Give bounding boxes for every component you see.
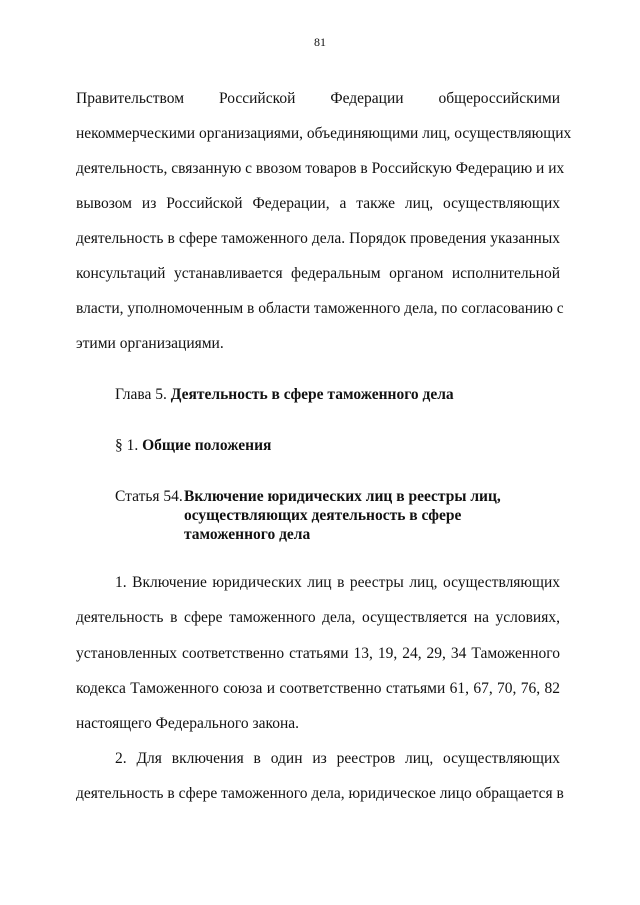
article-title-line: таможенного дела bbox=[184, 526, 311, 543]
text-line: 2. Для включения в один из реестров лиц, осуществляющих bbox=[115, 750, 560, 767]
article-title-line: осуществляющих деятельность в сфере bbox=[184, 507, 462, 524]
text-line: установленных соответственно статьями 13, 19, 24, 29, 34 Таможенного bbox=[76, 645, 560, 662]
text-line: вывозом из Российской Федерации, а также лиц, осуществляющих bbox=[76, 195, 560, 212]
page-number: 81 bbox=[314, 35, 326, 49]
text-line: деятельность в сфере таможенного дела, осуществляется на условиях, bbox=[76, 609, 560, 626]
text-line: некоммерческими организациями, объединяющими лиц, осуществляющих bbox=[76, 125, 572, 142]
text-line: этими организациями. bbox=[76, 335, 224, 352]
text-line: власти, уполномоченным в области таможенного дела, по согласованию с bbox=[76, 300, 564, 317]
text-line: деятельность, связанную с ввозом товаров в Российскую Федерацию и их bbox=[76, 160, 565, 177]
text-line: настоящего Федерального закона. bbox=[76, 715, 300, 732]
chapter-heading bbox=[115, 386, 454, 404]
article-prefix: Статья 54. bbox=[115, 488, 183, 505]
section-heading bbox=[115, 437, 271, 455]
article-title-line: Включение юридических лиц в реестры лиц, bbox=[184, 488, 501, 505]
chapter-title: Деятельность в сфере таможенного дела bbox=[170, 386, 454, 403]
text-line: Правительством Российской Федерации общероссийскими bbox=[76, 90, 560, 107]
text-line: деятельность в сфере таможенного дела. Порядок проведения указанных bbox=[76, 230, 560, 247]
text-line: деятельность в сфере таможенного дела, юридическое лицо обращается в bbox=[76, 785, 564, 802]
text-line: кодекса Таможенного союза и соответственно статьями 61, 67, 70, 76, 82 bbox=[76, 680, 560, 697]
section-title: Общие положения bbox=[142, 437, 272, 454]
text-line: консультаций устанавливается федеральным органом исполнительной bbox=[76, 265, 560, 282]
section-prefix: § 1. bbox=[115, 437, 139, 454]
chapter-prefix: Глава 5. bbox=[115, 386, 167, 403]
text-line: 1. Включение юридических лиц в реестры лиц, осуществляющих bbox=[115, 574, 560, 591]
